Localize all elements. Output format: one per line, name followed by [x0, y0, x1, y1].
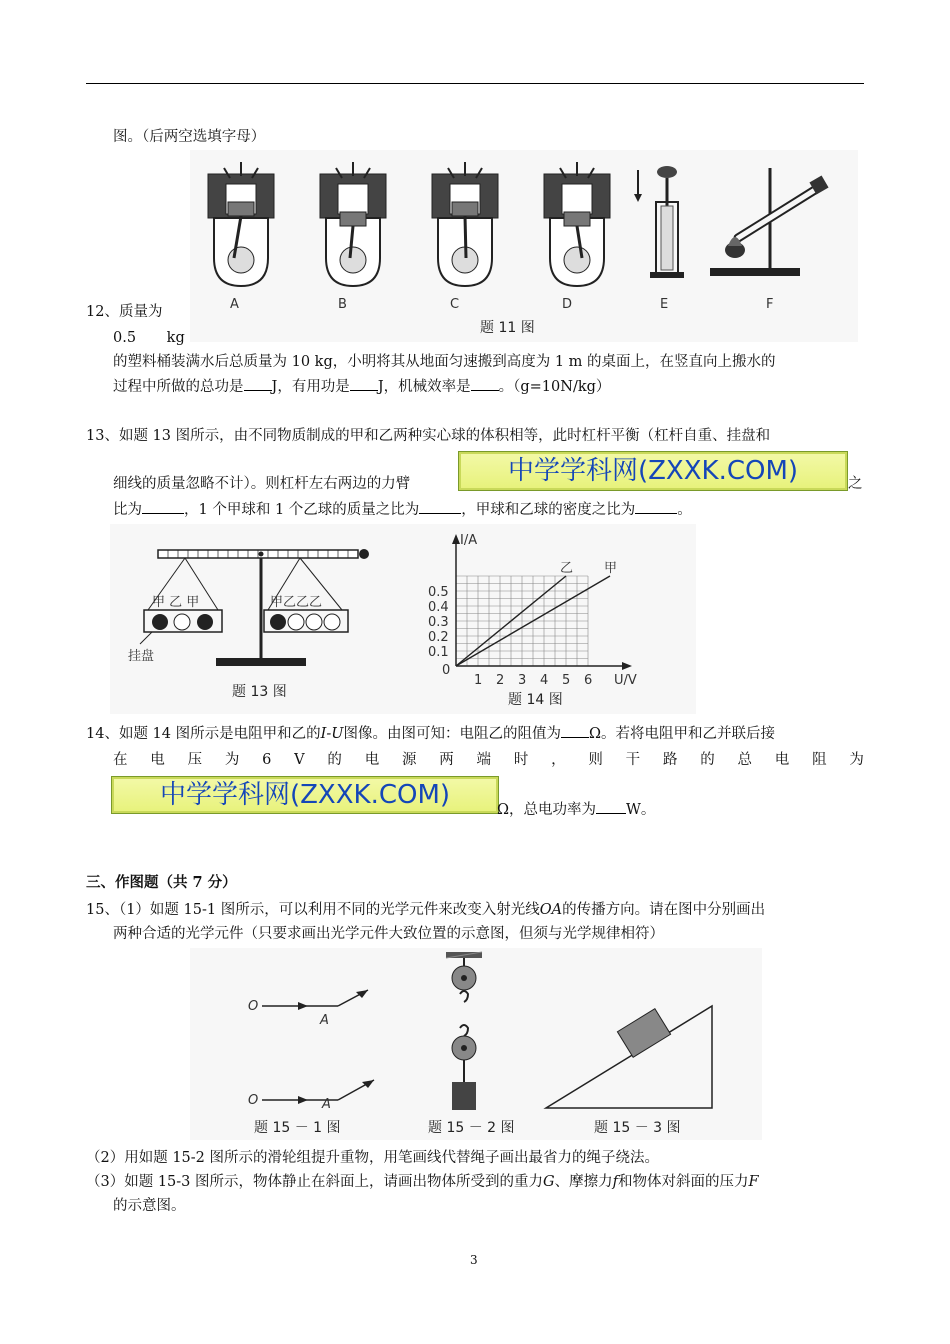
hook-label: 挂盘: [128, 649, 155, 664]
q14-line2-word: 路: [662, 752, 678, 768]
q14-line2-word: 两: [439, 752, 454, 768]
q12-total-work-label: 过程中所做的总功是: [113, 379, 244, 395]
fig15-1-caption: 题 15 － 1 图: [254, 1120, 341, 1136]
q13-arm-ratio-label: 比为: [113, 502, 142, 518]
q12-number: 12、质量为: [86, 304, 163, 320]
q14-line2-word: 时: [513, 752, 529, 768]
q13-mass-ratio-blank[interactable]: [419, 513, 461, 514]
ray1-label-o: O: [248, 999, 259, 1014]
q14-line2-word: 6: [262, 752, 272, 768]
q14-line2-word: 电: [364, 752, 380, 768]
air-compression-tube: [634, 166, 684, 278]
q13-density-ratio-label: ，甲球和乙球的密度之比为: [461, 502, 636, 518]
x-tick-label: 6: [584, 673, 593, 688]
q14-iu-text: I-U: [320, 726, 344, 742]
series-label-1: 甲: [604, 561, 618, 576]
fig15-3-caption: 题 15 － 3 图: [594, 1120, 681, 1136]
q13-arm-ratio-blank[interactable]: [142, 513, 184, 514]
q15-line1-tail: 的传播方向。请在图中分别画出: [562, 902, 766, 918]
figure-11: [190, 150, 858, 342]
fig11-caption: 题 11 图: [480, 320, 535, 336]
q13-line2-b: 之: [848, 476, 863, 492]
q14-line2-word: 源: [401, 752, 417, 768]
q15-part3-line2: 的示意图。: [113, 1198, 186, 1214]
q15-pressure-symbol: F: [748, 1174, 759, 1190]
figure-13-14: [110, 524, 696, 714]
q13-density-ratio-blank[interactable]: [635, 513, 677, 514]
q14-resistance-blank[interactable]: [561, 737, 589, 738]
fig13-caption: 题 13 图: [232, 684, 287, 700]
fig11-label-a: A: [230, 297, 239, 312]
q12-total-work-blank[interactable]: [244, 390, 272, 391]
q14-line2-word: 干: [625, 752, 641, 768]
optics-diagram: [248, 990, 374, 1136]
engine-cylinder-2: [432, 162, 498, 286]
test-tube-heating: [710, 168, 829, 276]
q15-gravity-symbol: G: [543, 1174, 555, 1190]
q15-part3-intro: （3）如题 15-3 图所示，物体静止在斜面上，请画出物体所受到的重力: [86, 1174, 544, 1190]
q14-line2-word: 电: [774, 752, 790, 768]
q14-line1-tail: Ω。若将电阻甲和乙并联后接: [588, 726, 776, 742]
x-tick-label: 4: [540, 673, 549, 688]
q14-line2: [113, 750, 864, 770]
fig15-2-caption: 题 15 － 2 图: [428, 1120, 515, 1136]
q12-mass-value: 0.5: [113, 330, 137, 346]
q15-line1: [86, 900, 765, 920]
ray2-label-a: A: [322, 1097, 331, 1112]
fig11-label-c: C: [450, 297, 460, 312]
y-tick-label: 0.2: [428, 630, 449, 645]
q13-line1: 13、如题 13 图所示，由不同物质制成的甲和乙两种实心球的体积相等，此时杠杆平衡（杠杆自重、挂盘和: [86, 428, 771, 444]
q14-line2-word: 在: [113, 752, 128, 768]
pulley-system: [428, 952, 515, 1136]
q14-resistance-label: 图像。由图可知：电阻乙的阻值为: [343, 726, 561, 742]
q15-friction-symbol: f: [612, 1174, 618, 1190]
origin-label: 0: [442, 663, 451, 678]
q12-mass: [113, 328, 185, 348]
iu-graph: [428, 533, 637, 708]
q14-line1: [86, 724, 775, 744]
intro-text: 图。（后两空选填字母）: [113, 129, 266, 145]
q12-line2: 的塑料桶装满水后总质量为 10 kg，小明将其从地面匀速搬到高度为 1 m 的桌面上，在竖直向上搬水的: [113, 354, 776, 370]
q15-part3: [86, 1172, 759, 1192]
engine-cylinder-1: [320, 162, 386, 286]
q15-pressure-label: 和物体对斜面的压力: [618, 1174, 749, 1190]
q14-line2-word: ，: [551, 752, 566, 768]
incline-diagram: [546, 1006, 712, 1136]
series-label-0: 乙: [560, 561, 574, 576]
q15-friction-label: 、摩擦力: [554, 1174, 613, 1190]
q14-power-blank[interactable]: [596, 813, 626, 814]
q14-line2-word: V: [294, 752, 305, 768]
q12-useful-work-blank[interactable]: [350, 390, 378, 391]
q14-line2-word: 总: [737, 752, 752, 768]
left-pan-labels: 甲 乙 甲: [152, 595, 200, 610]
q13-mass-ratio-label: ，1 个甲球和 1 个乙球的质量之比为: [184, 502, 420, 518]
x-tick-label: 5: [562, 673, 571, 688]
q14-power-label: Ω，总电功率为: [497, 802, 597, 818]
q14-line2-word: 的: [327, 752, 342, 768]
q12-efficiency-blank[interactable]: [471, 390, 499, 391]
q14-line2-word: 电: [150, 752, 165, 768]
x-tick-label: 1: [474, 673, 483, 688]
q14-intro: 14、如题 14 图所示是电阻甲和乙的: [86, 726, 321, 742]
q14-line2-word: 端: [476, 752, 492, 768]
fig14-caption: 题 14 图: [508, 692, 563, 708]
q13-line2-a: 细线的质量忽略不计）。则杠杆左右两边的力臂: [113, 476, 411, 492]
q14-line2-word: 则: [588, 752, 603, 768]
lever-balance: [128, 549, 369, 700]
section-3-heading: 三、作图题（共 7 分）: [86, 874, 237, 891]
x-tick-label: 2: [496, 673, 505, 688]
q12-line3: [113, 377, 610, 397]
fig11-label-f: F: [766, 297, 774, 312]
q14-line3-tail: W。: [626, 802, 656, 818]
optics-pulley-incline-diagrams: [190, 948, 762, 1140]
fig11-label-e: E: [660, 297, 669, 312]
q14-line2-word: 的: [700, 752, 715, 768]
q14-line2-word: 为: [849, 752, 864, 768]
right-pan-labels: 甲乙乙乙: [270, 595, 323, 610]
engine-cylinder-3: [544, 162, 610, 286]
q15-oa-text: OA: [539, 902, 563, 918]
y-tick-label: 0.5: [428, 585, 449, 600]
q15-part2: （2）用如题 15-2 图所示的滑轮组提升重物，用笔画线代替绳子画出最省力的绳子绕法。: [86, 1150, 660, 1166]
watermark-logo-1: 中学学科网(ZXXK.COM): [458, 451, 848, 491]
x-axis-label: U/V: [614, 673, 637, 688]
y-tick-label: 0.3: [428, 615, 449, 630]
q14-line3: [497, 800, 655, 820]
q12-mass-unit: kg: [166, 330, 185, 346]
figure-15: [190, 948, 762, 1140]
engine-strokes-diagram: [190, 150, 858, 342]
ray1-label-a: A: [320, 1013, 329, 1028]
page-number: 3: [470, 1253, 478, 1267]
q14-line2-word: 压: [187, 752, 203, 768]
q13-line3: [113, 500, 692, 520]
q14-line2-word: 为: [224, 752, 240, 768]
ray2-label-o: O: [248, 1093, 259, 1108]
fig11-label-b: B: [338, 297, 347, 312]
y-tick-label: 0.1: [428, 645, 449, 660]
engine-cylinder-0: [208, 162, 274, 286]
q12-useful-work-label: J，有用功是: [271, 379, 350, 395]
q15-line2: 两种合适的光学元件（只要求画出光学元件大致位置的示意图，但须与光学规律相符）: [113, 926, 664, 942]
q12-line3-tail: 。（g=10N/kg）: [498, 379, 611, 395]
x-tick-label: 3: [518, 673, 527, 688]
y-tick-label: 0.4: [428, 600, 449, 615]
watermark-logo-2: 中学学科网(ZXXK.COM): [111, 776, 499, 814]
q15-intro: 15、（1）如题 15-1 图所示，可以利用不同的光学元件来改变入射光线: [86, 902, 540, 918]
fig11-label-d: D: [562, 297, 573, 312]
q12-efficiency-label: J，机械效率是: [377, 379, 471, 395]
y-axis-label: I/A: [460, 533, 478, 548]
header-rule: [86, 83, 864, 84]
lever-and-iu-graph: [110, 524, 696, 714]
q14-line2-word: 阻: [812, 752, 827, 768]
q13-line3-tail: 。: [677, 502, 692, 518]
